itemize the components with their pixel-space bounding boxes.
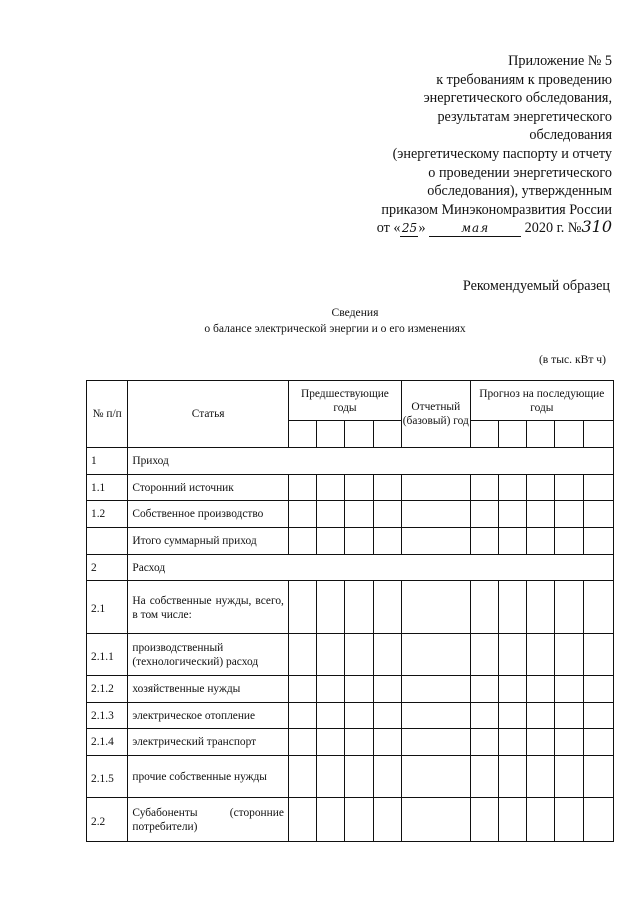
header-subcell xyxy=(583,421,613,448)
value-cell xyxy=(345,634,373,676)
table-row xyxy=(87,528,614,555)
value-cell xyxy=(401,756,470,798)
title-line-2: о балансе электрической энергии и о его изменениях xyxy=(204,322,466,335)
value-cell xyxy=(401,729,470,756)
table-row xyxy=(87,703,614,729)
value-cell xyxy=(288,501,316,528)
header-subcell xyxy=(527,421,555,448)
value-cell xyxy=(373,798,401,842)
value-cell xyxy=(555,528,583,555)
table-row xyxy=(87,501,614,528)
document-title xyxy=(0,305,640,337)
value-cell xyxy=(345,676,373,703)
value-cell xyxy=(527,703,555,729)
table-row xyxy=(87,634,614,676)
value-cell xyxy=(555,703,583,729)
header-subcell xyxy=(470,421,498,448)
value-cell xyxy=(401,581,470,634)
value-cell xyxy=(373,756,401,798)
row-num: 1.1 xyxy=(87,475,128,501)
row-article: Приход xyxy=(128,448,614,475)
order-date-line xyxy=(312,219,612,238)
header-subcell xyxy=(498,421,526,448)
value-cell xyxy=(345,581,373,634)
value-cell xyxy=(317,676,345,703)
value-cell xyxy=(401,798,470,842)
appendix-header xyxy=(312,52,612,238)
value-cell xyxy=(288,756,316,798)
header-forecast-years: Прогноз на последующие годы xyxy=(470,381,613,421)
row-article: Сторонний источник xyxy=(128,475,289,501)
value-cell xyxy=(498,475,526,501)
header-line: к требованиям к проведению xyxy=(436,71,612,88)
value-cell xyxy=(470,729,498,756)
value-cell xyxy=(583,798,613,842)
value-cell xyxy=(288,528,316,555)
header-subcell xyxy=(288,421,316,448)
value-cell xyxy=(498,501,526,528)
row-num: 2.1.4 xyxy=(87,729,128,756)
row-num: 2 xyxy=(87,555,128,581)
value-cell xyxy=(373,634,401,676)
row-article: Субабоненты (сторонние потребители) xyxy=(128,798,289,842)
order-day-handwritten: 25 xyxy=(401,221,418,236)
value-cell xyxy=(470,703,498,729)
value-cell xyxy=(317,756,345,798)
value-cell xyxy=(498,703,526,729)
value-cell xyxy=(317,798,345,842)
row-num: 2.1 xyxy=(87,581,128,634)
value-cell xyxy=(527,634,555,676)
row-num: 1 xyxy=(87,448,128,475)
value-cell xyxy=(373,501,401,528)
value-cell xyxy=(401,528,470,555)
header-previous-years: Предшествующие годы xyxy=(288,381,401,421)
value-cell xyxy=(345,756,373,798)
order-prefix: от « xyxy=(376,220,401,237)
table-row xyxy=(87,756,614,798)
header-line: о проведении энергетического xyxy=(428,164,612,181)
row-num xyxy=(87,528,128,555)
value-cell xyxy=(527,756,555,798)
value-cell xyxy=(470,528,498,555)
value-cell xyxy=(345,798,373,842)
value-cell xyxy=(288,676,316,703)
value-cell xyxy=(288,798,316,842)
value-cell xyxy=(583,703,613,729)
order-number-handwritten: 310 xyxy=(581,217,612,237)
value-cell xyxy=(373,581,401,634)
header-line: приказом Минэкономразвития России xyxy=(381,201,612,218)
value-cell xyxy=(373,528,401,555)
value-cell xyxy=(317,581,345,634)
value-cell xyxy=(317,634,345,676)
balance-table xyxy=(86,380,614,842)
value-cell xyxy=(288,703,316,729)
value-cell xyxy=(498,581,526,634)
value-cell xyxy=(401,634,470,676)
value-cell xyxy=(345,729,373,756)
value-cell xyxy=(527,581,555,634)
value-cell xyxy=(555,729,583,756)
row-num: 2.1.2 xyxy=(87,676,128,703)
value-cell xyxy=(288,475,316,501)
value-cell xyxy=(470,634,498,676)
value-cell xyxy=(470,475,498,501)
value-cell xyxy=(555,475,583,501)
value-cell xyxy=(583,729,613,756)
title-line-1: Сведения xyxy=(331,306,379,319)
value-cell xyxy=(288,581,316,634)
row-article: производственный (технологический) расход xyxy=(128,634,289,676)
value-cell xyxy=(583,676,613,703)
table-row xyxy=(87,798,614,842)
value-cell xyxy=(345,501,373,528)
value-cell xyxy=(583,634,613,676)
header-num: № п/п xyxy=(87,381,128,448)
header-line: Приложение № 5 xyxy=(508,53,612,69)
value-cell xyxy=(317,528,345,555)
value-cell xyxy=(373,703,401,729)
table-row xyxy=(87,729,614,756)
table-row xyxy=(87,581,614,634)
value-cell xyxy=(317,501,345,528)
value-cell xyxy=(401,501,470,528)
row-article: хозяйственные нужды xyxy=(128,676,289,703)
value-cell xyxy=(345,703,373,729)
table-row xyxy=(87,676,614,703)
value-cell xyxy=(288,634,316,676)
value-cell xyxy=(527,501,555,528)
row-article: электрическое отопление xyxy=(128,703,289,729)
value-cell xyxy=(317,703,345,729)
value-cell xyxy=(555,581,583,634)
recommended-sample-label: Рекомендуемый образец xyxy=(462,278,610,294)
row-article: На собственные нужды, всего, в том числе: xyxy=(128,581,289,634)
header-subcell xyxy=(345,421,373,448)
value-cell xyxy=(401,475,470,501)
value-cell xyxy=(470,501,498,528)
table-row xyxy=(87,448,614,475)
row-article: Итого суммарный приход xyxy=(128,528,289,555)
value-cell xyxy=(583,756,613,798)
value-cell xyxy=(498,756,526,798)
value-cell xyxy=(401,703,470,729)
value-cell xyxy=(583,475,613,501)
units-label: (в тыс. кВт ч) xyxy=(538,353,606,366)
order-quote-close: » xyxy=(418,220,426,237)
value-cell xyxy=(555,634,583,676)
value-cell xyxy=(498,729,526,756)
value-cell xyxy=(373,475,401,501)
value-cell xyxy=(498,528,526,555)
value-cell xyxy=(583,501,613,528)
header-subcell xyxy=(373,421,401,448)
row-num: 2.1.3 xyxy=(87,703,128,729)
row-article: Собственное производство xyxy=(128,501,289,528)
value-cell xyxy=(317,475,345,501)
header-line: (энергетическому паспорту и отчету xyxy=(392,145,612,162)
value-cell xyxy=(470,798,498,842)
order-month-handwritten: мая xyxy=(429,221,521,237)
value-cell xyxy=(555,501,583,528)
header-article: Статья xyxy=(128,381,289,448)
row-num: 2.2 xyxy=(87,798,128,842)
order-year-text: 2020 г. № xyxy=(524,220,582,237)
row-article: электрический транспорт xyxy=(128,729,289,756)
value-cell xyxy=(527,798,555,842)
value-cell xyxy=(555,676,583,703)
value-cell xyxy=(498,634,526,676)
header-line: обследования xyxy=(529,127,612,144)
value-cell xyxy=(527,528,555,555)
header-line: обследования), утвержденным xyxy=(427,183,612,200)
value-cell xyxy=(401,676,470,703)
value-cell xyxy=(373,729,401,756)
value-cell xyxy=(345,528,373,555)
value-cell xyxy=(470,581,498,634)
header-subcell xyxy=(317,421,345,448)
value-cell xyxy=(555,798,583,842)
value-cell xyxy=(583,581,613,634)
row-num: 2.1.5 xyxy=(87,756,128,798)
header-reporting-year: Отчетный (базовый) год xyxy=(401,381,470,448)
value-cell xyxy=(555,756,583,798)
value-cell xyxy=(288,729,316,756)
value-cell xyxy=(583,528,613,555)
table-row xyxy=(87,555,614,581)
row-article: Расход xyxy=(128,555,614,581)
value-cell xyxy=(470,676,498,703)
value-cell xyxy=(527,475,555,501)
value-cell xyxy=(498,798,526,842)
table-row xyxy=(87,475,614,501)
value-cell xyxy=(498,676,526,703)
value-cell xyxy=(345,475,373,501)
value-cell xyxy=(527,729,555,756)
row-num: 2.1.1 xyxy=(87,634,128,676)
value-cell xyxy=(317,729,345,756)
value-cell xyxy=(470,756,498,798)
row-article: прочие собственные нужды xyxy=(128,756,289,798)
value-cell xyxy=(527,676,555,703)
value-cell xyxy=(373,676,401,703)
header-line: результатам энергетического xyxy=(437,108,612,125)
header-subcell xyxy=(555,421,583,448)
header-line: энергетического обследования, xyxy=(423,90,612,107)
row-num: 1.2 xyxy=(87,501,128,528)
